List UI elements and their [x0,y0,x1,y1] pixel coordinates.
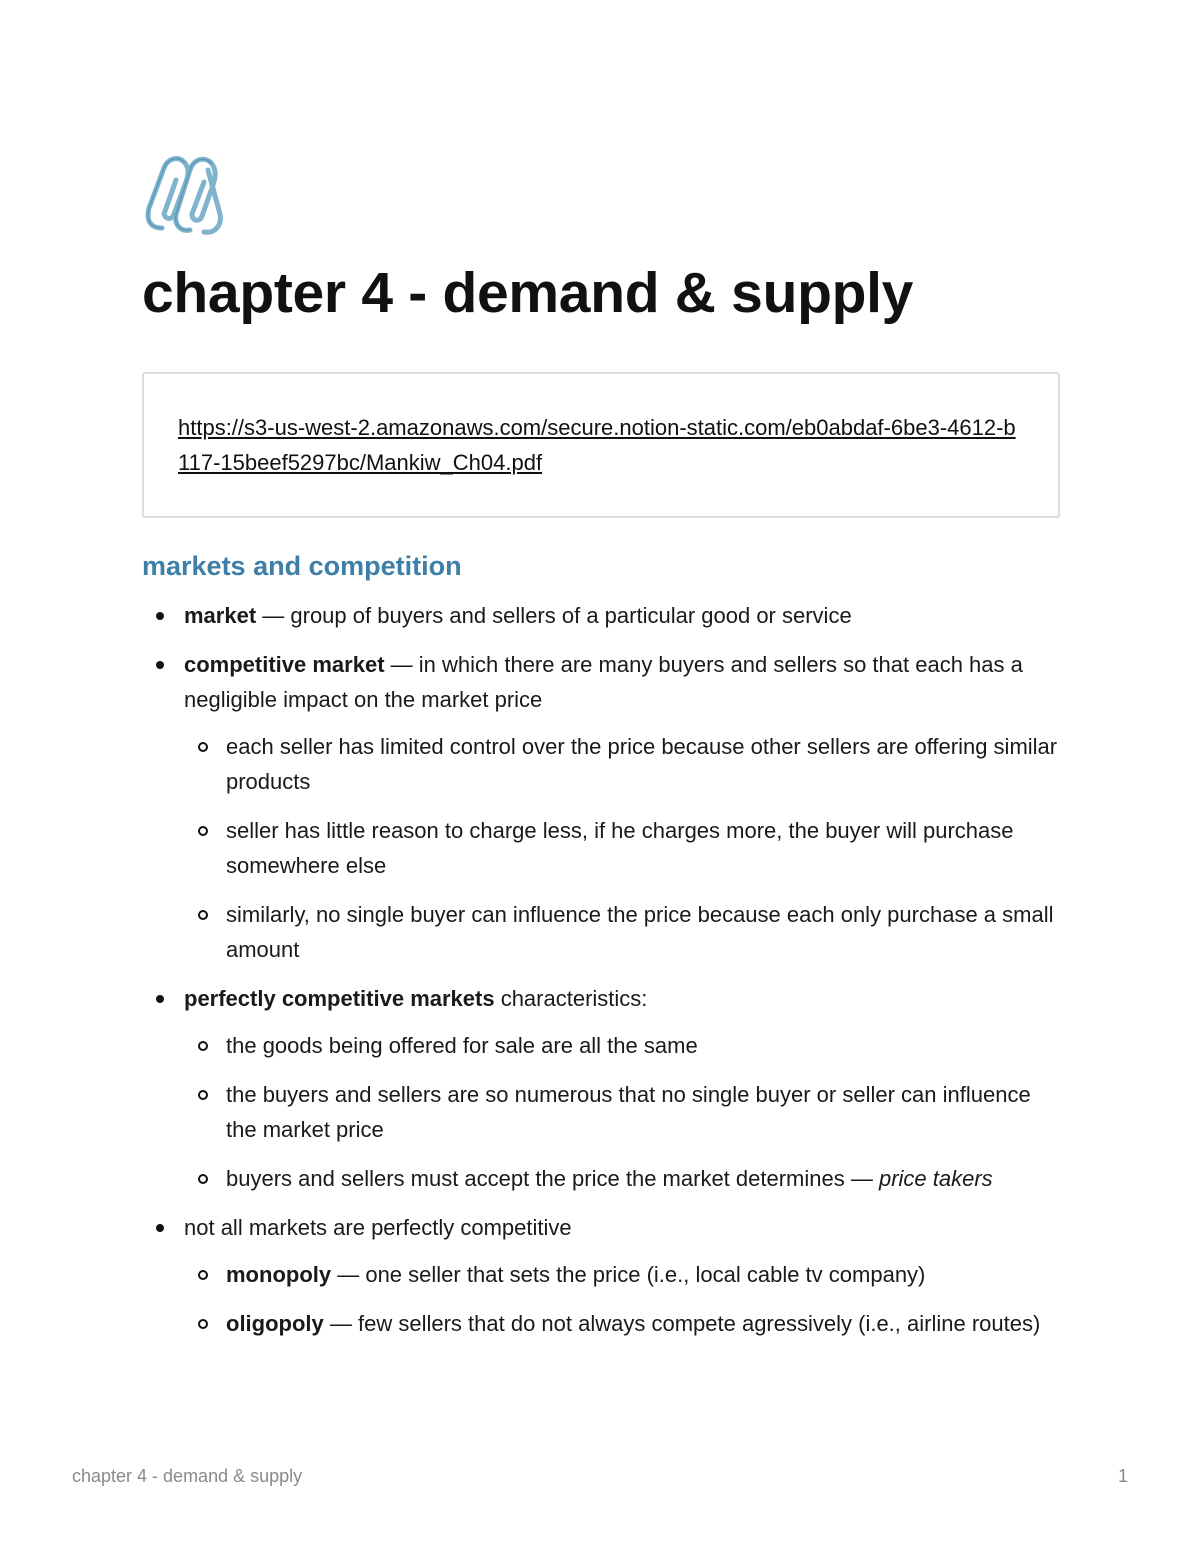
term: perfectly competitive markets [184,986,495,1011]
bullet-list [142,598,1060,1341]
sub-bullet-list [184,1028,1060,1196]
circle-bullet-icon [198,910,208,920]
list-item [142,598,1060,633]
sub-bullet-list [184,729,1060,967]
circle-bullet-icon [198,1319,208,1329]
circle-bullet-icon [198,1270,208,1280]
sub-list-item: oligopoly — few sellers that do not always compete agressively (i.e., airline routes) [184,1306,1060,1341]
definition: — group of buyers and sellers of a particular good or service [256,603,852,628]
sub-list-item: buyers and sellers must accept the price the market determines — price takers [184,1161,1060,1196]
definition: — in which there are many buyers and sellers so that each has a negligible impact on the market price [184,652,1023,712]
bookmark-link[interactable]: https://s3-us-west-2.amazonaws.com/secure.notion-static.com/eb0abdaf-6be3-4612-b117-15beef5297bc/Mankiw_Ch04.pdf [178,415,1016,475]
circle-bullet-icon [198,742,208,752]
bullet-icon [156,612,164,620]
bullet-icon [156,995,164,1003]
bookmark-block[interactable] [142,372,1060,518]
list-item [142,981,1060,1196]
page-number: 1 [1117,1466,1128,1486]
page-title: chapter 4 - demand & supply [142,261,914,325]
list-item [142,647,1060,967]
list-item: not all markets are perfectly competitive monopoly — one seller that sets the price (i.e., local cable tv company) oligopoly — few sellers that do not always compete agressively (i.e., airline routes) [142,1210,1060,1341]
definition: characteristics: [494,986,648,1011]
term: oligopoly [226,1311,324,1336]
term: competitive market [184,652,385,677]
emphasis: price takers [878,1166,993,1191]
footer-title: chapter 4 - demand & supply [72,1466,303,1486]
sub-list-item: seller has little reason to charge less, if he charges more, the buyer will purchase somewhere else [184,813,1060,883]
term: market [184,603,257,628]
sub-bullet-list [184,1257,1060,1341]
section-heading: markets and competition [142,551,462,581]
sub-list-item: the buyers and sellers are so numerous that no single buyer or seller can influence the market price [184,1077,1060,1147]
circle-bullet-icon [198,1174,208,1184]
bullet-icon [156,1224,164,1232]
sub-list-item: each seller has limited control over the price because other sellers are offering similar products [184,729,1060,799]
circle-bullet-icon [198,826,208,836]
term: monopoly [226,1262,332,1287]
circle-bullet-icon [198,1090,208,1100]
bullet-icon [156,661,164,669]
sub-list-item: monopoly — one seller that sets the price (i.e., local cable tv company) [184,1257,1060,1292]
circle-bullet-icon [198,1041,208,1051]
paperclip-icon [142,150,228,236]
sub-list-item: the goods being offered for sale are all the same [184,1028,1060,1063]
page-content [142,150,1060,1355]
sub-list-item: similarly, no single buyer can influence the price because each only purchase a small amount [184,897,1060,967]
